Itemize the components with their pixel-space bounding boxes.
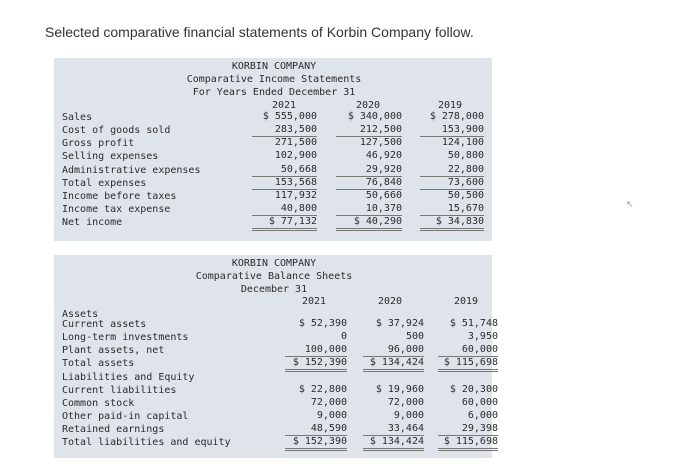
instruction-text: Selected comparative financial statements of Korbin Company follow. [45,24,474,40]
income-value: $ 77,132 [252,216,317,231]
balance-value: 500 [405,331,424,343]
income-value: 40,800 [252,203,317,216]
income-value: 22,800 [420,164,484,177]
balance-value: $ 19,960 [375,383,424,395]
income-value: 124,100 [441,137,484,149]
income-value: 117,932 [274,189,317,201]
income-value: 46,920 [365,150,402,162]
balance-value: 100,000 [285,344,347,357]
income-value: $ 278,000 [429,111,484,122]
balance-company: KORBIN COMPANY [231,258,317,269]
income-row-label: Gross profit [62,138,135,150]
assets-heading: Assets [62,309,99,320]
balance-value: 96,000 [363,344,424,357]
balance-row-label: Current liabilities [62,384,177,396]
balance-year-2021: 2021 [301,296,327,307]
balance-value: $ 52,390 [298,318,347,329]
balance-value: 3,950 [467,331,498,343]
income-value: 127,500 [359,137,402,149]
balance-value: $ 51,748 [449,318,498,329]
pointer-icon: ↖ [626,200,634,210]
balance-value: 48,590 [285,423,347,436]
balance-value: $ 37,924 [375,318,424,329]
income-row-label: Total expenses [62,177,147,189]
balance-value: 9,000 [393,410,424,422]
balance-value: $ 152,390 [285,436,347,451]
balance-row-label: Retained earnings [62,424,165,436]
balance-row-label: Liabilities and Equity [62,371,195,383]
balance-value: $ 115,698 [438,436,498,451]
income-row-label: Administrative expenses [62,164,201,176]
balance-value: $ 152,390 [285,357,347,372]
income-value: 10,370 [336,203,402,216]
income-title: Comparative Income Statements [186,74,362,85]
balance-value: $ 134,424 [363,436,424,451]
balance-value: $ 115,698 [438,357,498,372]
income-value: 50,500 [447,189,484,201]
balance-row-label: Long-term investments [62,332,189,344]
balance-row-label: Total assets [62,358,135,370]
balance-period: December 31 [240,284,308,295]
income-value: 50,668 [252,164,317,177]
income-value: 15,670 [420,203,484,216]
balance-row-label: Total liabilities and equity [62,437,231,449]
income-row-label: Selling expenses [62,151,159,163]
balance-row-label: Other paid-in capital [62,411,189,423]
balance-value: 9,000 [316,410,347,422]
balance-title: Comparative Balance Sheets [195,271,353,282]
income-company: KORBIN COMPANY [231,61,317,72]
income-value: 153,900 [420,124,484,137]
income-year-2021: 2021 [271,100,297,111]
balance-value: 0 [340,331,347,343]
income-value: 271,500 [274,137,317,149]
balance-row-label: Common stock [62,397,135,409]
balance-value: 60,000 [461,396,498,408]
balance-row-label: Current assets [62,319,147,330]
balance-value: $ 20,300 [449,383,498,395]
balance-value: 72,000 [310,396,347,408]
balance-value: 29,398 [438,423,498,436]
balance-value: 6,000 [467,410,498,422]
balance-value: 72,000 [387,396,424,408]
income-value: 102,900 [274,150,317,162]
income-value: 73,600 [420,177,484,190]
income-year-2020: 2020 [355,100,381,111]
income-period: For Years Ended December 31 [192,87,356,98]
balance-value: $ 134,424 [363,357,424,372]
income-value: $ 34,830 [420,216,484,231]
income-row-label: Cost of goods sold [62,125,171,137]
balance-value: 33,464 [363,423,424,436]
income-row-label: Income tax expense [62,204,171,216]
income-value: 50,660 [365,189,402,201]
income-value: 153,568 [252,177,317,190]
income-value: 76,840 [336,177,402,190]
income-value: 50,800 [447,150,484,162]
balance-row-label: Plant assets, net [62,345,165,357]
income-year-2019: 2019 [437,100,463,111]
income-row-label: Sales [62,112,93,123]
balance-year-2019: 2019 [453,296,479,307]
balance-value: $ 22,800 [298,383,347,395]
income-value: 283,500 [252,124,317,137]
balance-year-2020: 2020 [377,296,403,307]
income-row-label: Income before taxes [62,190,177,202]
income-value: $ 40,290 [336,216,402,231]
income-value: 29,920 [336,164,402,177]
income-row-label: Net income [62,217,123,229]
balance-value: 60,000 [438,344,498,357]
income-value: $ 340,000 [347,111,402,122]
income-value: $ 555,000 [262,111,317,122]
income-value: 212,500 [336,124,402,137]
